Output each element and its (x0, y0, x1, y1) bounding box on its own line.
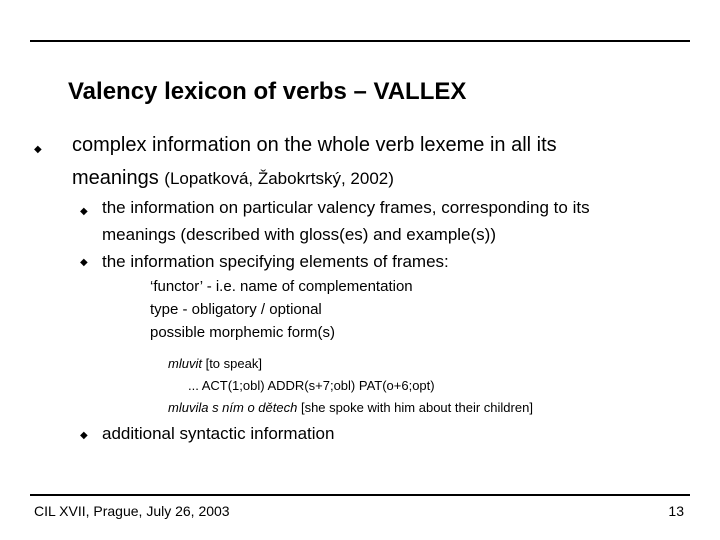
example-frame: ... ACT(1;obl) ADDR(s+7;obl) PAT(o+6;opt) (188, 378, 435, 393)
example-verb: mluvit (168, 356, 202, 371)
example-verb-line (168, 354, 262, 374)
sub-bullet-icon: ◆ (80, 430, 88, 441)
top-rule (30, 40, 690, 42)
bullet-item-1-meanings: meanings (72, 167, 159, 189)
bullet-item-1-line-1: complex information on the whole verb lexeme in all its (72, 134, 557, 156)
sub-sub-item-functor: ‘functor’ - i.e. name of complementation (150, 278, 413, 295)
example-verb-gloss: [to speak] (205, 356, 262, 371)
slide-title: Valency lexicon of verbs – VALLEX (68, 78, 467, 105)
footer-conference: CIL XVII, Prague, July 26, 2003 (34, 503, 230, 519)
sub-bullet-icon: ◆ (80, 206, 88, 217)
bottom-rule (30, 494, 690, 496)
bullet-icon: ◆ (34, 144, 42, 155)
sub-sub-item-morphemic-form: possible morphemic form(s) (150, 324, 336, 341)
example-sentence-line (168, 398, 533, 418)
example-sentence-gloss: [she spoke with him about their children] (300, 400, 533, 415)
sub-item-2-line-1: the information specifying elements of frames: (102, 252, 449, 271)
example-sentence: mluvila s ním o dětech (168, 400, 298, 415)
citation: (Lopatková, Žabokrtský, 2002) (164, 169, 394, 188)
page-number: 13 (668, 503, 684, 519)
sub-item-3: additional syntactic information (102, 424, 335, 443)
sub-item-1-line-2: meanings (described with gloss(es) and example(s)) (102, 225, 496, 244)
sub-item-1-line-1: the information on particular valency frames, corresponding to its (102, 198, 590, 217)
sub-sub-item-type: type - obligatory / optional (150, 301, 322, 318)
sub-bullet-icon: ◆ (80, 257, 88, 268)
bullet-item-1-line-2 (72, 163, 394, 194)
